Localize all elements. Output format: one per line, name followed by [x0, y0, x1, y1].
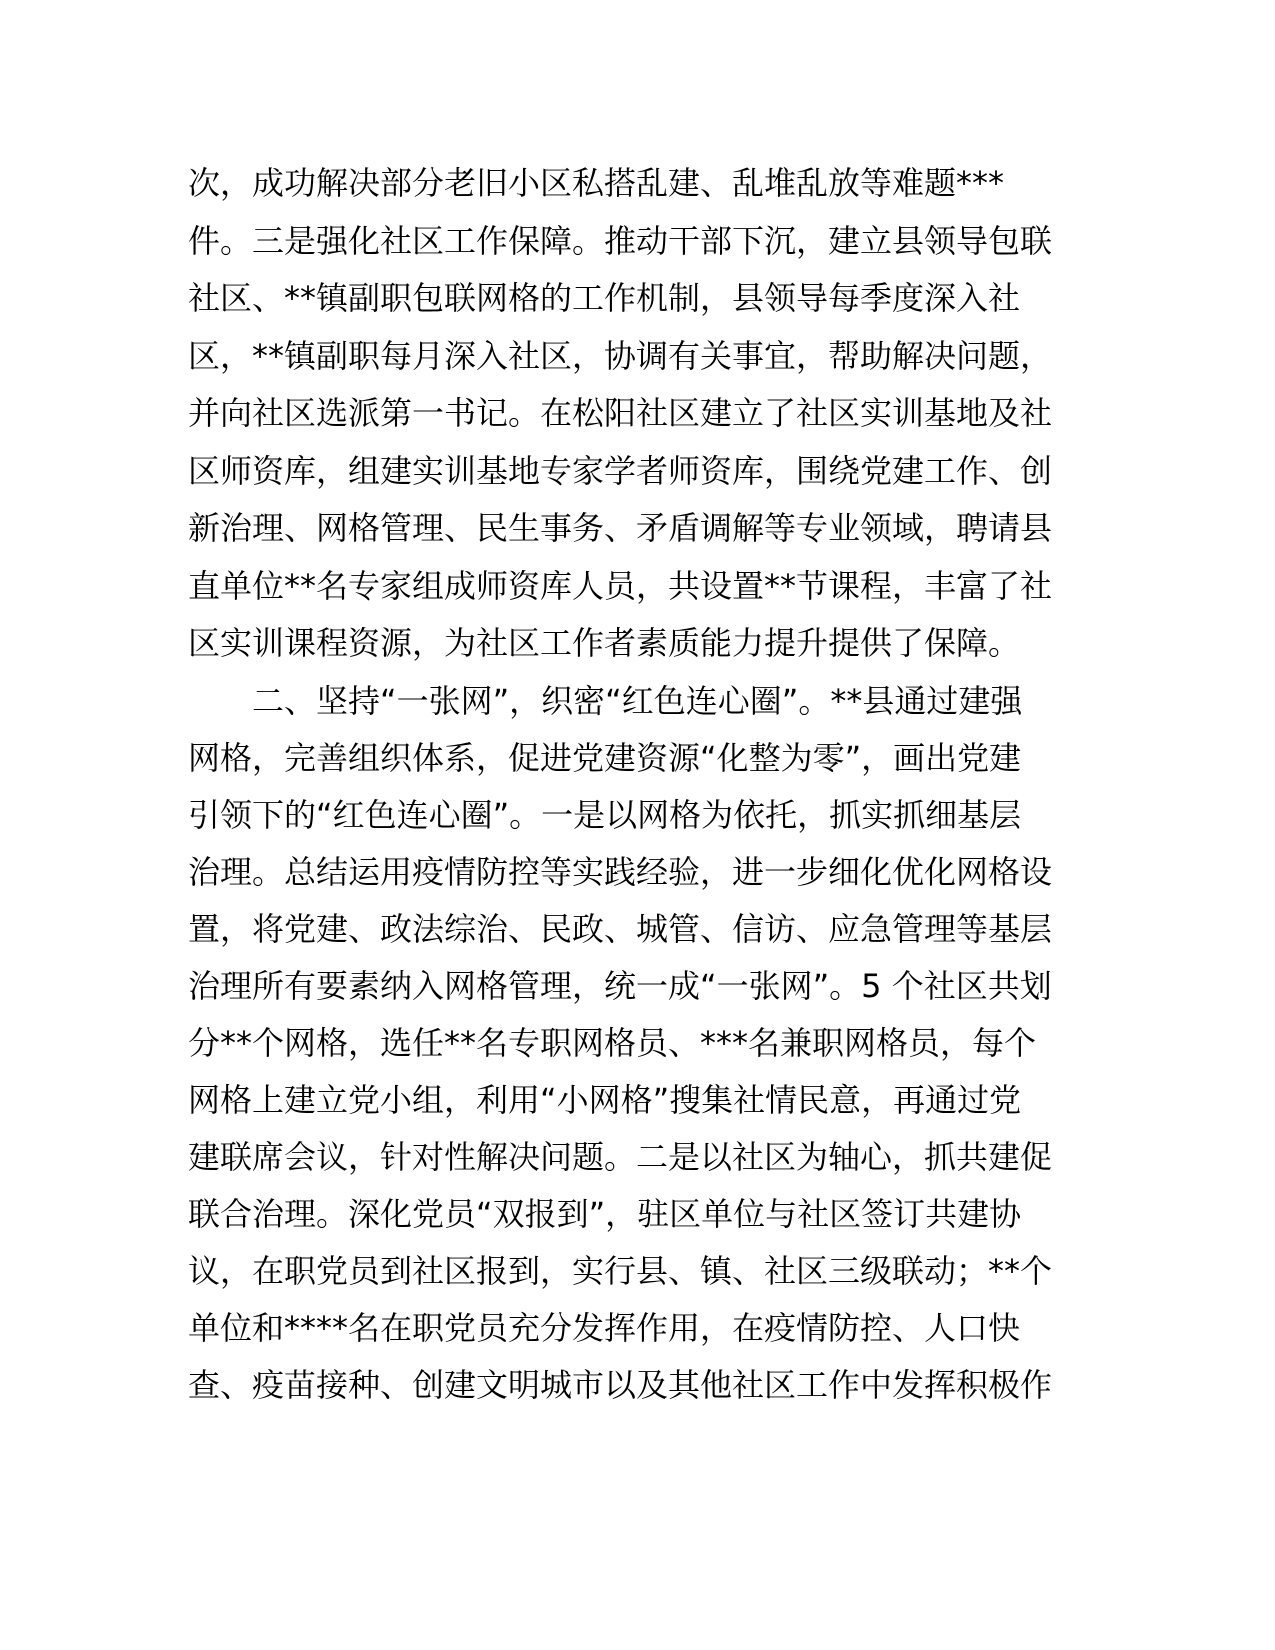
paragraph-line: 议，在职党员到社区报到，实行县、镇、社区三级联动；**个 [188, 1252, 1053, 1290]
paragraph-line: 单位和****名在职党员充分发挥作用，在疫情防控、人口快 [188, 1309, 1021, 1347]
paragraph-line: 直单位**名专家组成师资库人员，共设置**节课程，丰富了社 [188, 566, 1053, 605]
paragraph-2 [188, 673, 1088, 1414]
paragraph-line: 新治理、网格管理、民生事务、矛盾调解等专业领域，聘请县 [188, 509, 1053, 547]
paragraph-line: 联合治理。深化党员“双报到”，驻区单位与社区签订共建协 [188, 1195, 1022, 1233]
paragraph-line: 治理所有要素纳入网格管理，统一成“一张网”。5 个社区共划 [188, 967, 1052, 1005]
paragraph-line: 网格上建立党小组，利用“小网格”搜集社情民意，再通过党 [188, 1081, 1022, 1119]
paragraph-line: 治理。总结运用疫情防控等实践经验，进一步细化优化网格设 [188, 853, 1053, 891]
paragraph-line: 分**个网格，选任**名专职网格员、***名兼职网格员，每个 [188, 1024, 1037, 1062]
paragraph-line: 置，将党建、政法综治、民政、城管、信访、应急管理等基层 [188, 910, 1053, 948]
paragraph-line: 区，**镇副职每月深入社区，协调有关事宜，帮助解决问题， [188, 336, 1053, 375]
paragraph-line: 件。三是强化社区工作保障。推动干部下沉，建立县领导包联 [188, 221, 1053, 260]
paragraph-line: 并向社区选派第一书记。在松阳社区建立了社区实训基地及社 [188, 394, 1053, 432]
section-heading-line: 二、坚持“一张网”，织密“红色连心圈”。**县通过建强 [188, 682, 1023, 720]
paragraph-line: 网格，完善组织体系，促进党建资源“化整为零”，画出党建 [188, 739, 1022, 777]
paragraph-line: 查、疫苗接种、创建文明城市以及其他社区工作中发挥积极作 [188, 1366, 1053, 1404]
paragraph-1 [188, 155, 1088, 673]
paragraph-line: 区师资库，组建实训基地专家学者师资库，围绕党建工作、创 [188, 451, 1053, 490]
paragraph-line: 建联席会议，针对性解决问题。二是以社区为轴心，抓共建促 [188, 1138, 1053, 1176]
paragraph-line: 社区、**镇副职包联网格的工作机制，县领导每季度深入社 [188, 279, 1021, 317]
paragraph-line: 引领下的“红色连心圈”。一是以网格为依托，抓实抓细基层 [188, 796, 1022, 834]
paragraph-line: 次，成功解决部分老旧小区私搭乱建、乱堆乱放等难题*** [188, 164, 1005, 202]
paragraph-line: 区实训课程资源，为社区工作者素质能力提升提供了保障。 [188, 624, 1021, 662]
